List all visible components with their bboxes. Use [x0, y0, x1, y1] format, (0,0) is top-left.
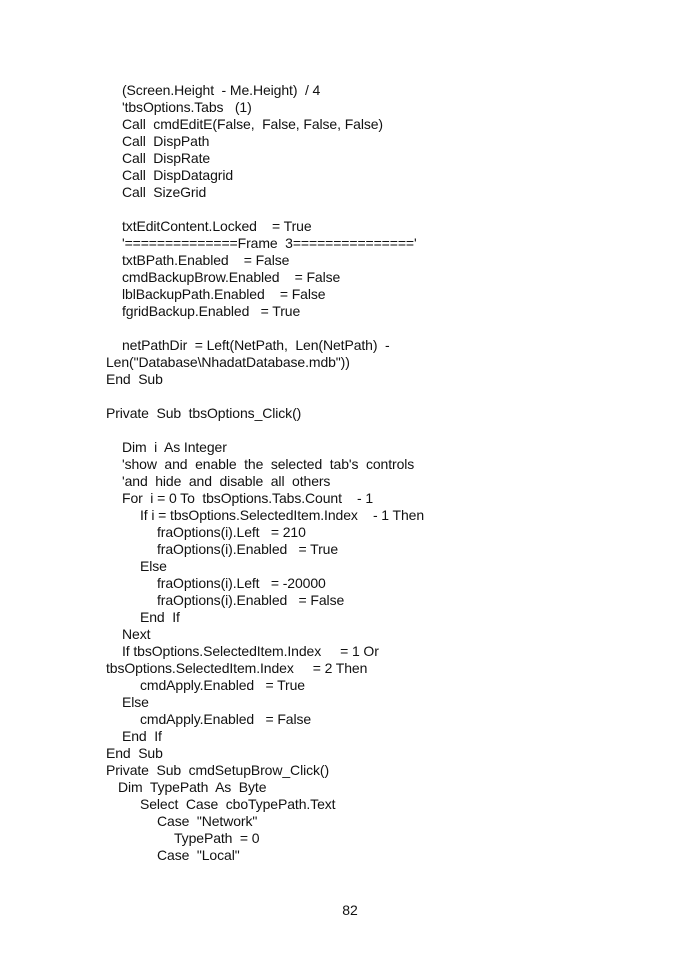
code-line: Private Sub tbsOptions_Click(): [106, 405, 302, 421]
code-line: Dim TypePath As Byte: [118, 779, 267, 795]
code-line: [0, 320, 700, 337]
code-line: fraOptions(i).Left = -20000: [157, 575, 326, 591]
code-line: Next: [122, 626, 151, 642]
code-line: cmdApply.Enabled = False: [140, 711, 312, 727]
code-line: [0, 388, 700, 405]
code-line: 'and hide and disable all others: [122, 473, 331, 489]
code-line: '==============Frame 3===============': [122, 235, 417, 251]
code-line: If tbsOptions.SelectedItem.Index = 1 Or: [122, 643, 379, 659]
code-line: Private Sub cmdSetupBrow_Click(): [106, 762, 330, 778]
code-line: 'show and enable the selected tab's controls: [122, 456, 415, 472]
code-line: [0, 422, 700, 439]
code-line: Call DispRate: [122, 150, 211, 166]
code-line: txtBPath.Enabled = False: [122, 252, 290, 268]
code-line: cmdApply.Enabled = True: [140, 677, 305, 693]
code-line: Call DispDatagrid: [122, 167, 234, 183]
code-line: Call SizeGrid: [122, 184, 207, 200]
code-line: End Sub: [106, 371, 163, 387]
code-line: Case "Local": [157, 847, 240, 863]
code-line: Len("Database\NhadatDatabase.mdb")): [106, 354, 350, 370]
code-line: Dim i As Integer: [122, 439, 227, 455]
code-line: txtEditContent.Locked = True: [122, 218, 312, 234]
code-line: cmdBackupBrow.Enabled = False: [122, 269, 341, 285]
code-line: For i = 0 To tbsOptions.Tabs.Count - 1: [122, 490, 374, 506]
code-line: fraOptions(i).Left = 210: [157, 524, 306, 540]
code-line: fgridBackup.Enabled = True: [122, 303, 301, 319]
code-line: End Sub: [106, 745, 163, 761]
code-line: Case "Network": [157, 813, 258, 829]
code-line: End If: [140, 609, 180, 625]
code-line: tbsOptions.SelectedItem.Index = 2 Then: [106, 660, 368, 676]
code-line: Else: [140, 558, 167, 574]
code-line: Call cmdEditE(False, False, False, False): [122, 116, 383, 132]
code-line: [0, 201, 700, 218]
code-line: netPathDir = Left(NetPath, Len(NetPath) -: [122, 337, 390, 353]
code-line: If i = tbsOptions.SelectedItem.Index - 1 Then: [140, 507, 425, 523]
code-line: fraOptions(i).Enabled = False: [157, 592, 345, 608]
code-line: lblBackupPath.Enabled = False: [122, 286, 326, 302]
code-line: Select Case cboTypePath.Text: [140, 796, 336, 812]
page-number: 82: [342, 902, 358, 918]
code-line: fraOptions(i).Enabled = True: [157, 541, 339, 557]
code-line: TypePath = 0: [174, 830, 260, 846]
code-line: 'tbsOptions.Tabs (1): [122, 99, 252, 115]
code-listing: [0, 82, 700, 864]
code-line: End If: [122, 728, 162, 744]
code-line: Call DispPath: [122, 133, 210, 149]
code-line: Else: [122, 694, 149, 710]
code-line: (Screen.Height - Me.Height) / 4: [122, 82, 321, 98]
